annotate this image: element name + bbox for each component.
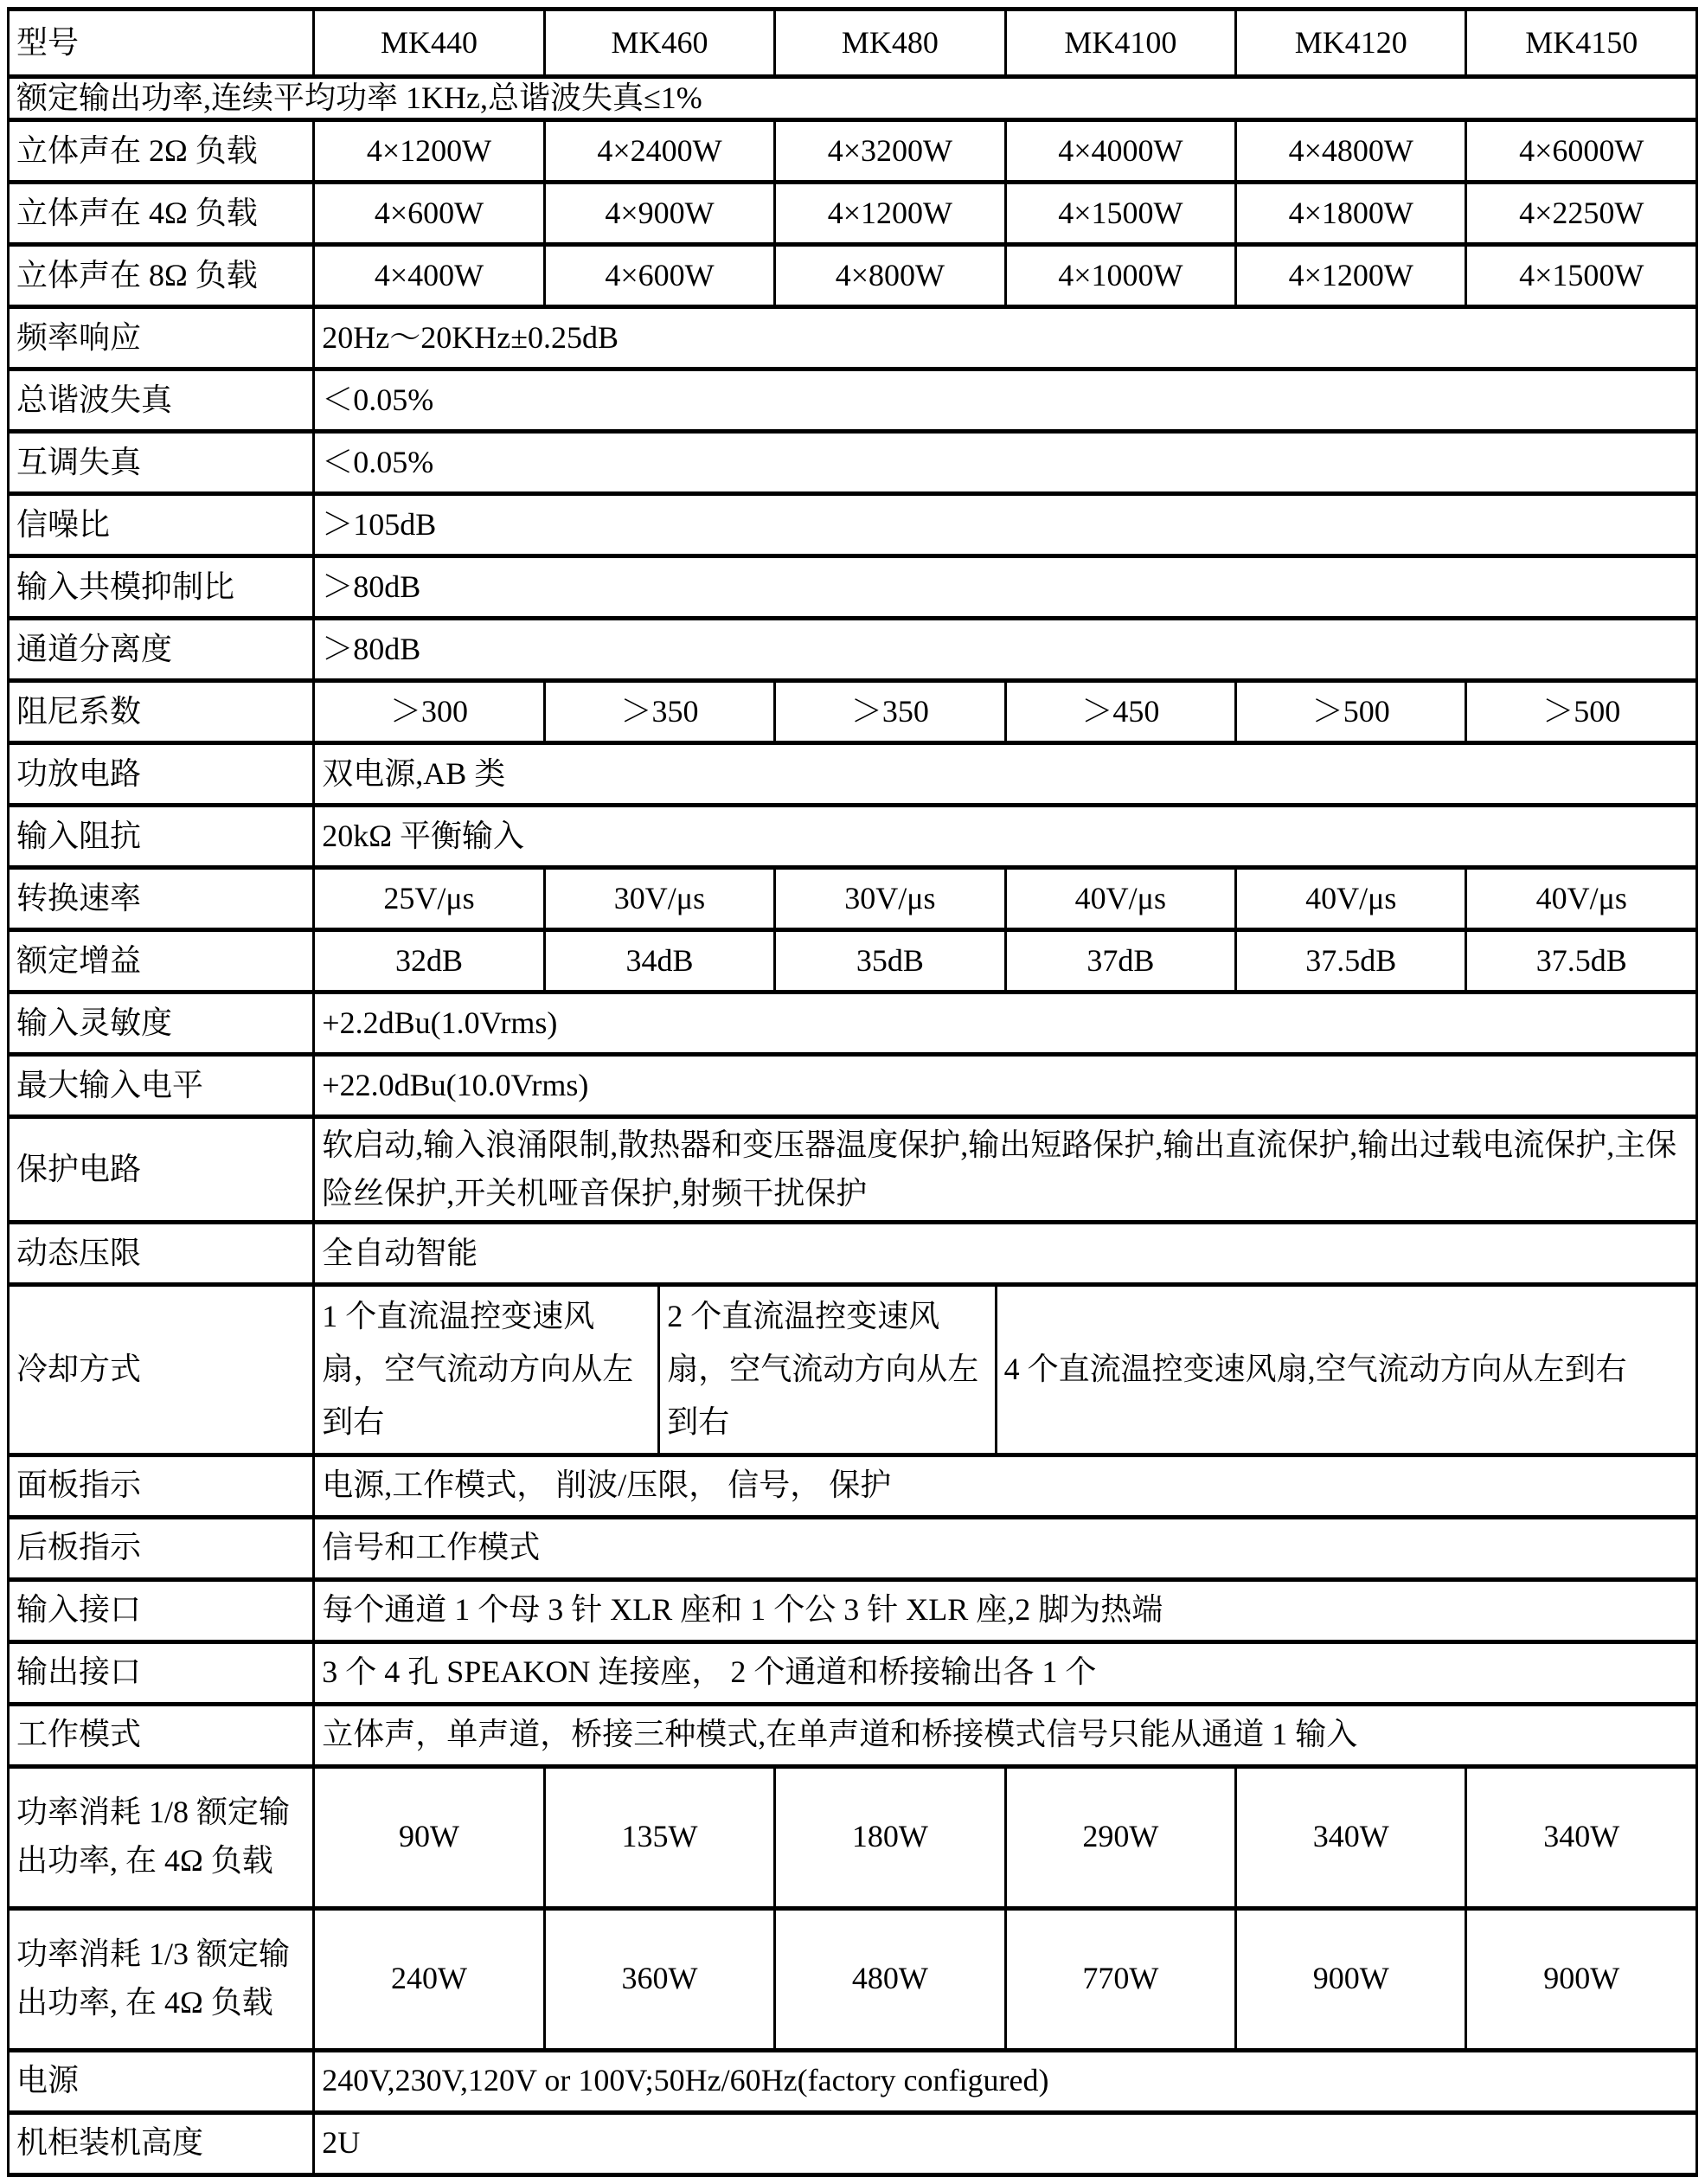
spec-value: 240V,230V,120V or 100V;50Hz/60Hz(factory configured) (314, 2050, 1697, 2112)
spec-value: 3 个 4 孔 SPEAKON 连接座， 2 个通道和桥接输出各 1 个 (314, 1641, 1697, 1704)
spec-value: 双电源,AB 类 (314, 743, 1697, 806)
spec-value: 每个通道 1 个母 3 针 XLR 座和 1 个公 3 针 XLR 座,2 脚为热端 (314, 1579, 1697, 1641)
spec-value: 4×1200W (1236, 245, 1466, 307)
spec-value: 4×600W (314, 183, 544, 245)
row-label: 立体声在 2Ω 负载 (9, 120, 314, 183)
spec-value: ＞450 (1005, 681, 1235, 743)
row-front-panel-indicators (9, 1455, 1697, 1517)
spec-value: 90W (314, 1766, 544, 1908)
model-name: MK460 (544, 10, 774, 77)
row-cmrr (9, 556, 1697, 619)
row-label: 立体声在 8Ω 负载 (9, 245, 314, 307)
row-output-connectors (9, 1641, 1697, 1704)
spec-value: 4×1000W (1005, 245, 1235, 307)
rated-power-note: 额定输出功率,连续平均功率 1KHz,总谐波失真≤1% (9, 77, 1697, 120)
spec-value: 全自动智能 (314, 1223, 1697, 1285)
row-input-sensitivity (9, 992, 1697, 1055)
spec-value: 4×2250W (1466, 183, 1697, 245)
row-stereo-2ohm (9, 120, 1697, 183)
row-label: 功放电路 (9, 743, 314, 806)
row-input-impedance (9, 806, 1697, 868)
cooling-cells (314, 1285, 1697, 1455)
row-label: 工作模式 (9, 1704, 314, 1766)
row-label: 信噪比 (9, 494, 314, 556)
spec-value: 4×4800W (1236, 120, 1466, 183)
row-amp-circuit (9, 743, 1697, 806)
spec-value: 4×800W (775, 245, 1005, 307)
spec-value: 4×900W (544, 183, 774, 245)
spec-value: 37.5dB (1236, 930, 1466, 992)
spec-value: 480W (775, 1908, 1005, 2050)
row-label: 转换速率 (9, 868, 314, 930)
row-label: 输出接口 (9, 1641, 314, 1704)
row-label: 阻尼系数 (9, 681, 314, 743)
spec-value: 4×1200W (314, 120, 544, 183)
cooling-cell-3: 4 个直流温控变速风扇,空气流动方向从左到右 (1003, 1352, 1627, 1387)
row-stereo-4ohm (9, 183, 1697, 245)
spec-value: 180W (775, 1766, 1005, 1908)
row-thd (9, 369, 1697, 432)
spec-value: 340W (1236, 1766, 1466, 1908)
row-label: 保护电路 (9, 1117, 314, 1223)
row-label: 输入接口 (9, 1579, 314, 1641)
spec-value: ＞80dB (314, 556, 1697, 619)
spec-value: 34dB (544, 930, 774, 992)
row-snr (9, 494, 1697, 556)
spec-value: 30V/μs (775, 868, 1005, 930)
spec-value: 290W (1005, 1766, 1235, 1908)
spec-value: 900W (1466, 1908, 1697, 2050)
row-input-connectors (9, 1579, 1697, 1641)
spec-value: 4×600W (544, 245, 774, 307)
row-protection-circuit (9, 1117, 1697, 1223)
row-label: 额定增益 (9, 930, 314, 992)
row-model-names (9, 10, 1697, 77)
row-mains-power (9, 2050, 1697, 2112)
spec-value: 40V/μs (1236, 868, 1466, 930)
spec-value: 4×3200W (775, 120, 1005, 183)
row-label: 冷却方式 (9, 1285, 314, 1455)
spec-value: 4×1800W (1236, 183, 1466, 245)
row-label: 动态压限 (9, 1223, 314, 1285)
row-rated-gain (9, 930, 1697, 992)
row-label: 输入阻抗 (9, 806, 314, 868)
spec-value: ＞500 (1236, 681, 1466, 743)
spec-value: +22.0dBu(10.0Vrms) (314, 1055, 1697, 1117)
spec-value: 37.5dB (1466, 930, 1697, 992)
model-name: MK4100 (1005, 10, 1235, 77)
spec-value: 37dB (1005, 930, 1235, 992)
spec-value: 立体声，单声道，桥接三种模式,在单声道和桥接模式信号只能从通道 1 输入 (314, 1704, 1697, 1766)
row-label: 立体声在 4Ω 负载 (9, 183, 314, 245)
row-label: 输入灵敏度 (9, 992, 314, 1055)
spec-value: ＜0.05% (314, 369, 1697, 432)
spec-value: ＞80dB (314, 619, 1697, 681)
spec-value: 340W (1466, 1766, 1697, 1908)
model-name: MK4150 (1466, 10, 1697, 77)
spec-value: 32dB (314, 930, 544, 992)
spec-value: 35dB (775, 930, 1005, 992)
row-label: 功率消耗 1/8 额定输出功率, 在 4Ω 负载 (9, 1766, 314, 1908)
row-label: 互调失真 (9, 432, 314, 494)
row-label: 机柜装机高度 (9, 2112, 314, 2174)
spec-value: 4×400W (314, 245, 544, 307)
row-label: 输入共模抑制比 (9, 556, 314, 619)
spec-value: 240W (314, 1908, 544, 2050)
row-operating-modes (9, 1704, 1697, 1766)
row-label: 功率消耗 1/3 额定输出功率, 在 4Ω 负载 (9, 1908, 314, 2050)
spec-value: 360W (544, 1908, 774, 2050)
row-max-input-level (9, 1055, 1697, 1117)
row-damping-factor (9, 681, 1697, 743)
spec-value: 25V/μs (314, 868, 544, 930)
spec-value: 信号和工作模式 (314, 1517, 1697, 1579)
model-row-label: 型号 (9, 10, 314, 77)
spec-value: 770W (1005, 1908, 1235, 2050)
spec-value: 软启动,输入浪涌限制,散热器和变压器温度保护,输出短路保护,输出直流保护,输出过载电流保护,主保险丝保护,开关机哑音保护,射频干扰保护 (314, 1117, 1697, 1223)
spec-value: 4×4000W (1005, 120, 1235, 183)
model-name: MK4120 (1236, 10, 1466, 77)
spec-value: 30V/μs (544, 868, 774, 930)
row-stereo-8ohm (9, 245, 1697, 307)
row-label: 最大输入电平 (9, 1055, 314, 1117)
row-slew-rate (9, 868, 1697, 930)
spec-value: 4×1200W (775, 183, 1005, 245)
spec-value: 4×1500W (1005, 183, 1235, 245)
spec-value: 电源,工作模式， 削波/压限， 信号， 保护 (314, 1455, 1697, 1517)
spec-value: +2.2dBu(1.0Vrms) (314, 992, 1697, 1055)
row-cooling (9, 1285, 1697, 1455)
row-label: 后板指示 (9, 1517, 314, 1579)
row-label: 面板指示 (9, 1455, 314, 1517)
spec-value: 4×1500W (1466, 245, 1697, 307)
spec-value: 40V/μs (1005, 868, 1235, 930)
row-label: 频率响应 (9, 307, 314, 369)
spec-value: 4×2400W (544, 120, 774, 183)
row-rated-power-note (9, 77, 1697, 120)
spec-value: ＞350 (544, 681, 774, 743)
model-name: MK440 (314, 10, 544, 77)
cooling-cell-1: 1 个直流温控变速风扇，空气流动方向从左到右 (315, 1287, 660, 1453)
row-label: 总谐波失真 (9, 369, 314, 432)
row-rear-panel-indicators (9, 1517, 1697, 1579)
row-imd (9, 432, 1697, 494)
row-frequency-response (9, 307, 1697, 369)
spec-value: 135W (544, 1766, 774, 1908)
spec-value: 2U (314, 2112, 1697, 2174)
spec-value: ＞300 (314, 681, 544, 743)
spec-value: ＜0.05% (314, 432, 1697, 494)
spec-value: 20Hz～20KHz±0.25dB (314, 307, 1697, 369)
row-label: 通道分离度 (9, 619, 314, 681)
spec-value: ＞105dB (314, 494, 1697, 556)
row-dynamic-limiter (9, 1223, 1697, 1285)
row-power-consumption-1-3 (9, 1908, 1697, 2050)
spec-value: 4×6000W (1466, 120, 1697, 183)
row-channel-separation (9, 619, 1697, 681)
spec-value: ＞350 (775, 681, 1005, 743)
spec-table (7, 7, 1698, 2177)
model-name: MK480 (775, 10, 1005, 77)
spec-value: ＞500 (1466, 681, 1697, 743)
spec-value: 40V/μs (1466, 868, 1697, 930)
row-power-consumption-1-8 (9, 1766, 1697, 1908)
row-label: 电源 (9, 2050, 314, 2112)
row-rack-height (9, 2112, 1697, 2174)
spec-value: 20kΩ 平衡输入 (314, 806, 1697, 868)
spec-value: 900W (1236, 1908, 1466, 2050)
cooling-cell-2: 2 个直流温控变速风扇，空气流动方向从左到右 (660, 1287, 997, 1453)
